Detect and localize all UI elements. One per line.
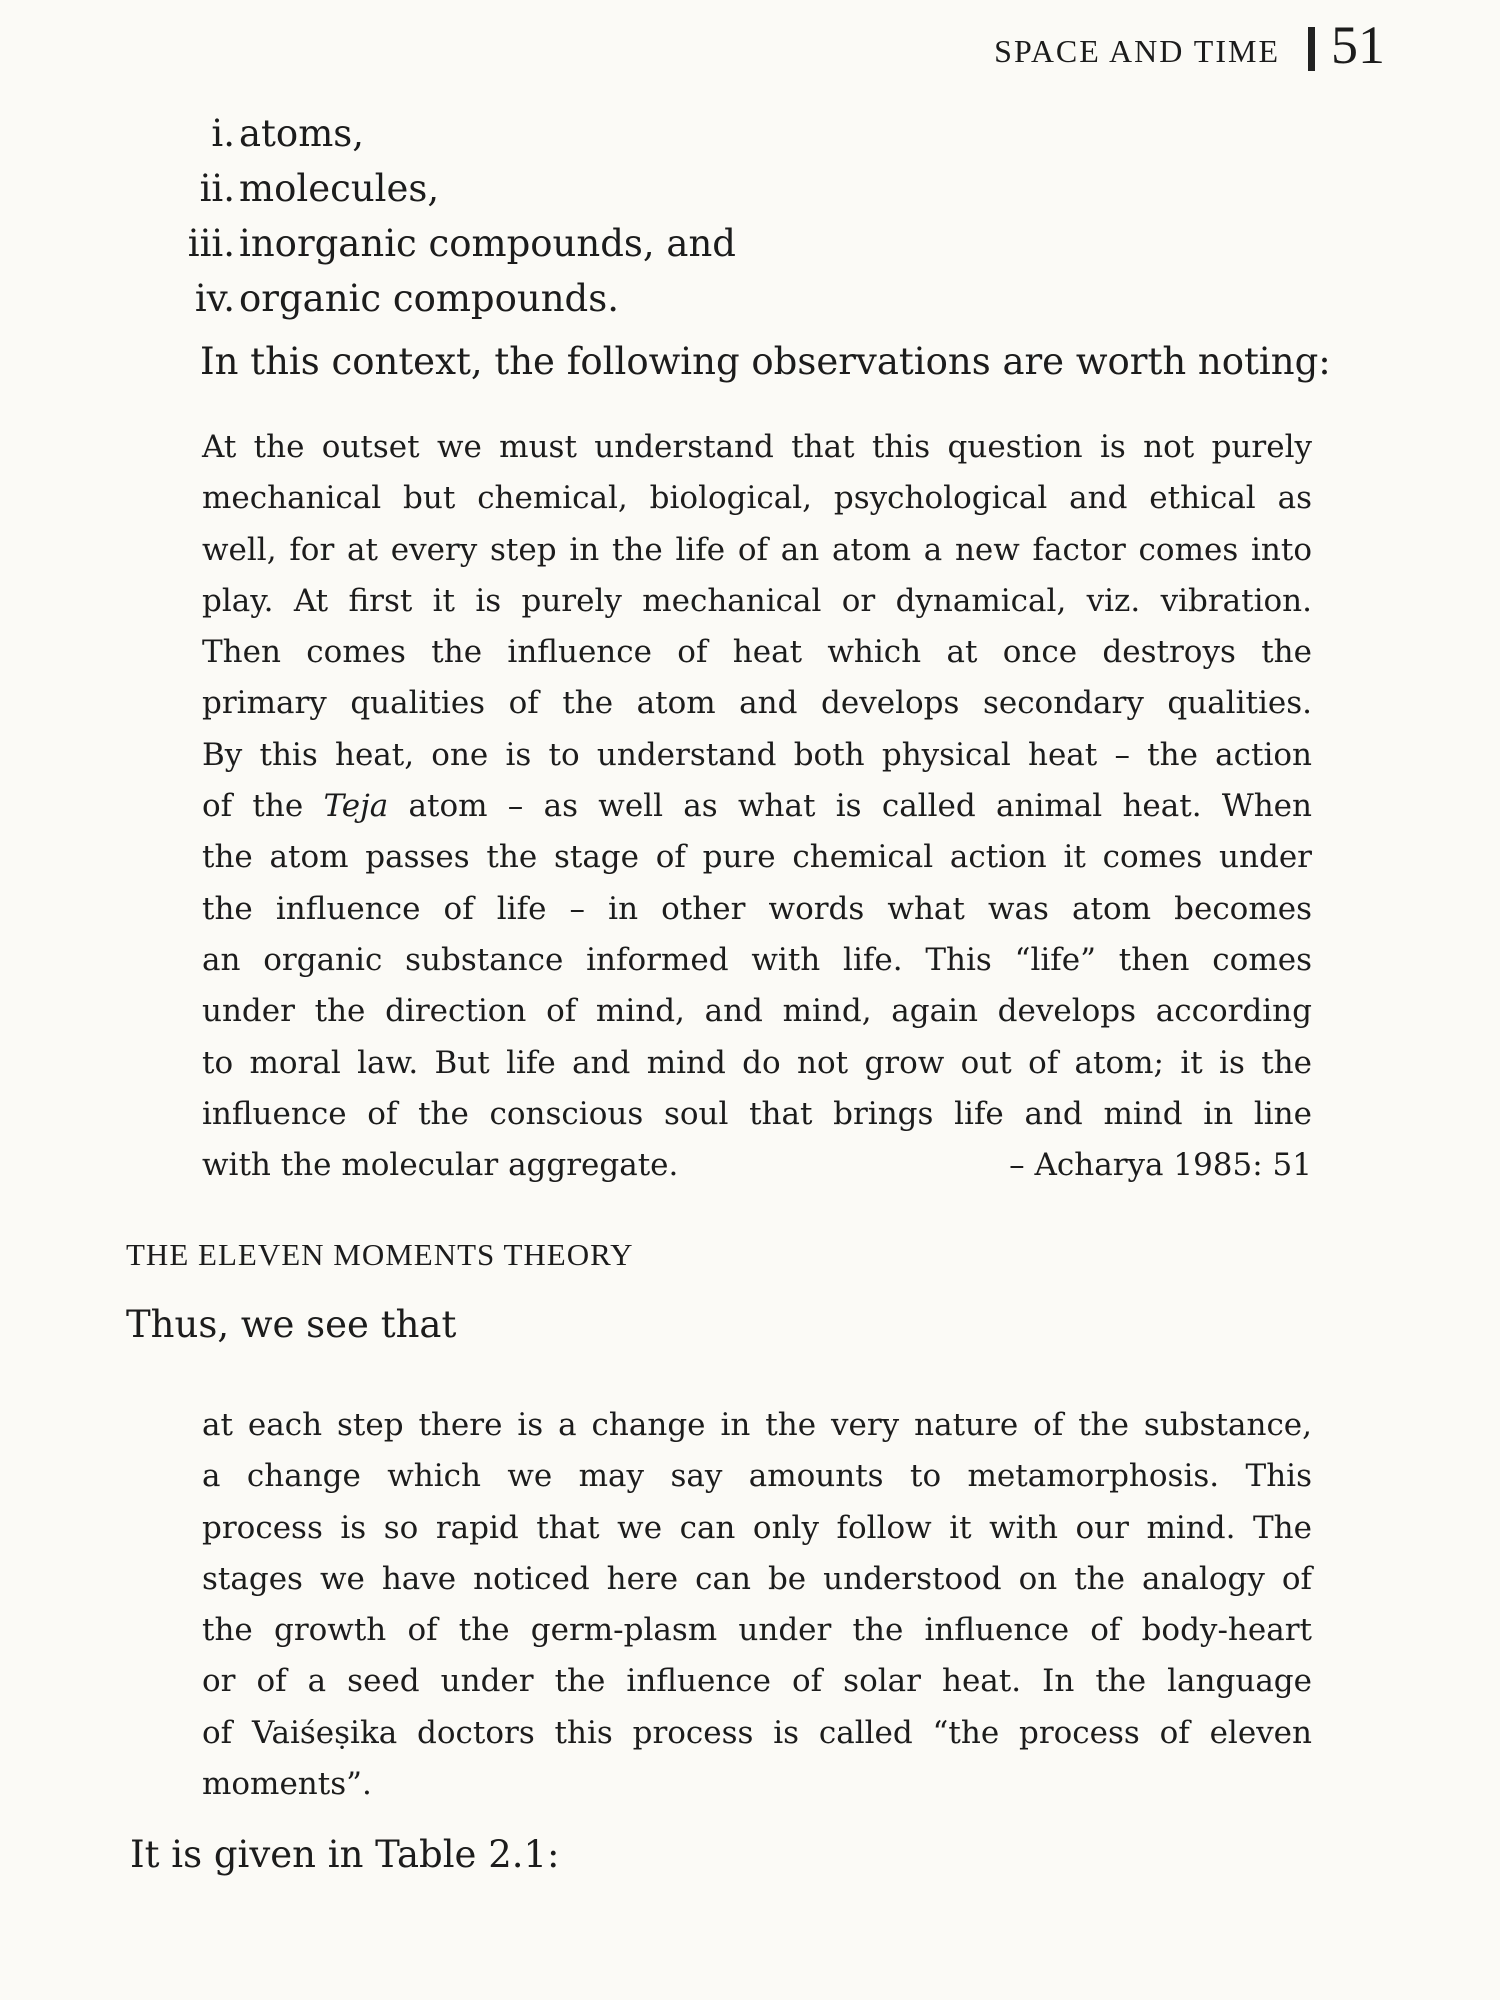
list-item [140,161,736,216]
quote-line: influence of the conscious soul that brings life and mind in line [202,1095,1312,1132]
list-item-text: molecules, [239,167,440,210]
quote-line: primary qualities of the atom and develops secondary qualities. [202,685,1312,722]
quote-line: the atom passes the stage of pure chemical action it comes under [202,839,1312,876]
quote-line: to moral law. But life and mind do not grow out of atom; it is the [202,1044,1312,1081]
block-quote-eleven-moments [202,1400,1312,1810]
list-item-number: iii. [187,222,235,265]
closing-paragraph: It is given in Table 2.1: [130,1833,560,1876]
quote-line: stages we have noticed here can be understood on the analogy of [202,1560,1312,1597]
quote-line: At the outset we must understand that this question is not purely [202,429,1312,465]
running-title: SPACE AND TIME [994,32,1280,69]
list-item-text: inorganic compounds, and [239,222,736,265]
quote-line: well, for at every step in the life of an atom a new factor comes into [202,531,1312,568]
quote-line: mechanical but chemical, biological, psychological and ethical as [202,480,1312,517]
list-item [140,271,736,326]
quote-line: of Vaiśeṣika doctors this process is called “the process of eleven [202,1714,1312,1751]
quote-last-text: with the molecular aggregate. [202,1147,679,1184]
quote-line: play. At first it is purely mechanical or dynamical, viz. vibration. [202,582,1312,619]
quote-line: the growth of the germ-plasm under the influence of body-heart [202,1612,1312,1649]
quote-line: process is so rapid that we can only follow it with our mind. The [202,1509,1312,1546]
intro-paragraph: In this context, the following observations are worth noting: [200,340,1331,383]
quote-line: or of a seed under the influence of solar heat. In the language [202,1663,1312,1700]
quote-line: the influence of life – in other words what was atom becomes [202,890,1312,927]
quote-last-line [202,1140,1312,1191]
quote-line: Then comes the influence of heat which at once destroys the [202,634,1312,671]
list-item-number: i. [211,112,235,155]
list-item-number: iv. [194,277,235,320]
quote-line: at each step there is a change in the very nature of the substance, [202,1407,1312,1443]
list-item [140,216,736,271]
list-item-text: atoms, [239,112,365,155]
teja-word: Teja [323,788,389,825]
quote-line: under the direction of mind, and mind, again develops according [202,993,1312,1030]
block-quote-acharya [202,422,1312,1191]
list-item-number: ii. [199,167,235,210]
section-heading: THE ELEVEN MOMENTS THEORY [126,1237,634,1272]
list-item [140,106,736,161]
quote-line-teja [202,781,1312,832]
quote-line: a change which we may say amounts to metamorphosis. This [202,1458,1312,1495]
teja-post: atom – as well as what is called animal heat. When [388,788,1312,825]
list-item-text: organic compounds. [239,277,619,320]
numbered-list [140,106,736,326]
citation: – Acharya 1985: 51 [1009,1147,1312,1184]
quote-line: an organic substance informed with life. This “life” then comes [202,941,1312,978]
body-paragraph-thus: Thus, we see that [126,1303,457,1346]
header-divider-bar [1308,27,1315,71]
quote-last-line: moments”. [202,1766,372,1803]
page-number: 51 [1331,15,1385,75]
running-head [994,14,1385,76]
quote-line: By this heat, one is to understand both physical heat – the action [202,736,1312,773]
teja-pre: of the [202,788,324,825]
